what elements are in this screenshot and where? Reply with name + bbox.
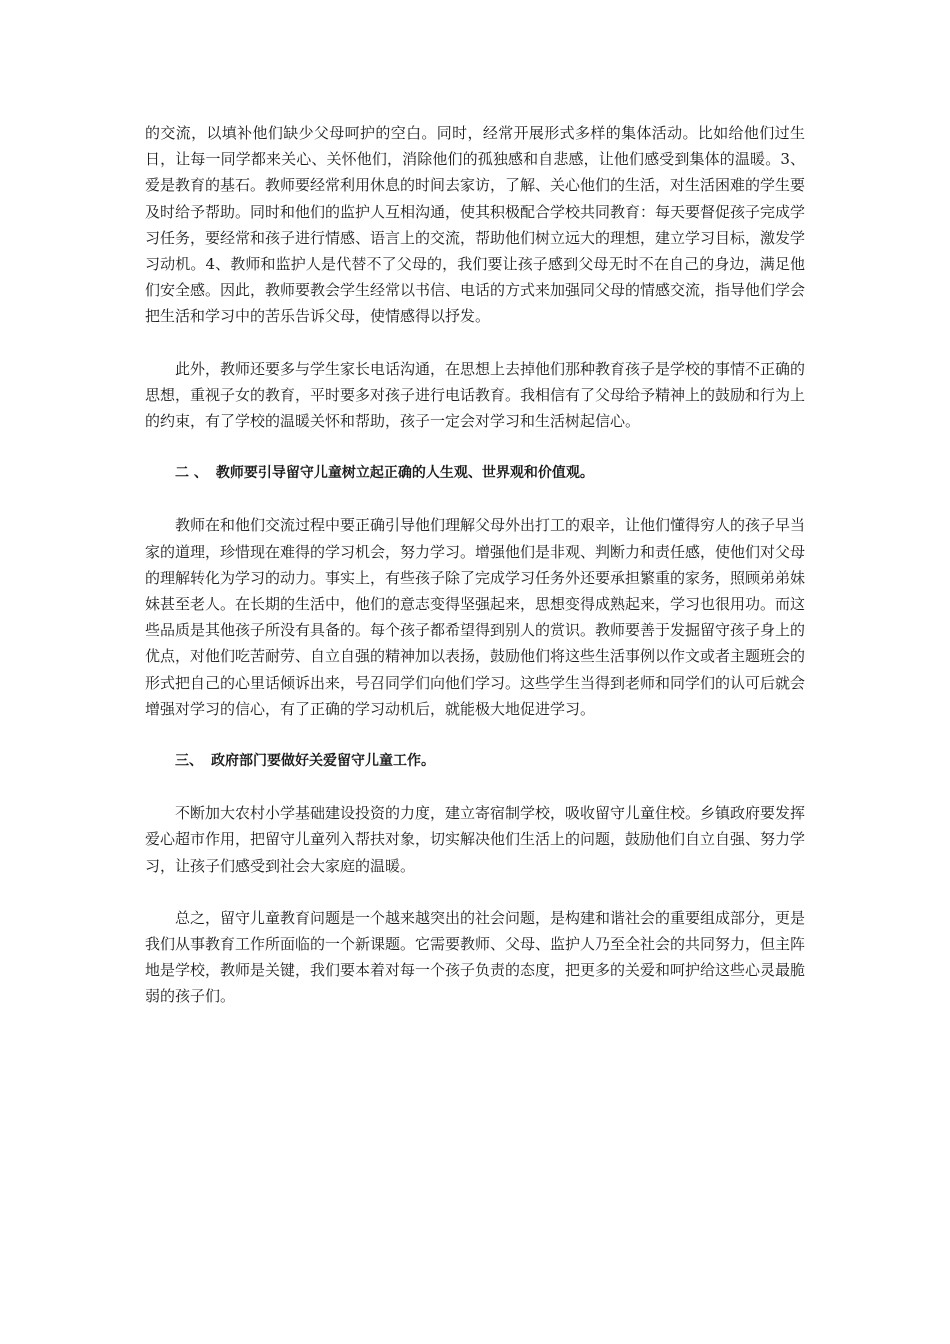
document-page	[145, 120, 805, 1036]
paragraph-parent-communication: 此外，教师还要多与学生家长电话沟通，在思想上去掉他们那种教育孩子是学校的事情不正确的思想，重视子女的教育，平时要多对孩子进行电话教育。我相信有了父母给予精神上的鼓励和行为上的约束，有了学校的温暖关怀和帮助，孩子一定会对学习和生活树起信心。	[145, 359, 806, 431]
section-number: 三、	[175, 753, 203, 770]
paragraph-government: 不断加大农村小学基础建设投资的力度，建立寄宿制学校，吸收留守儿童住校。乡镇政府要发挥爱心超市作用，把留守儿童列入帮扶对象，切实解决他们生活上的问题，鼓励他们自立自强、努力学习，让孩子们感受到社会大家庭的温暖。	[145, 804, 806, 875]
section-heading-two	[145, 460, 805, 486]
paragraph-conclusion: 总之，留守儿童教育问题是一个越来越突出的社会问题，是构建和谐社会的重要组成部分，更是我们从事教育工作所面临的一个新课题。它需要教师、父母、监护人乃至全社会的共同努力，但主阵地是学校，教师是关键，我们要本着对每一个孩子负责的态度，把更多的关爱和呵护给这些心灵最脆弱的孩子们。	[145, 908, 806, 1006]
section-heading-three	[145, 748, 805, 774]
paragraph-guidance: 教师在和他们交流过程中要正确引导他们理解父母外出打工的艰辛，让他们懂得穷人的孩子早当家的道理，珍惜现在难得的学习机会，努力学习。增强他们是非观、判断力和责任感，使他们对父母的理解转化为学习的动力。事实上，有些孩子除了完成学习任务外还要承担繁重的家务，照顾弟弟妹妹甚至老人。在长期的生活中，他们的意志变得坚强起来，思想变得成熟起来，学习也很用功。而这些品质是其他孩子所没有具备的。每个孩子都希望得到别人的赏识。教师要善于发掘留守孩子身上的优点，对他们吃苦耐劳、自立自强的精神加以表扬，鼓励他们将这些生活事例以作文或者主题班会的形式把自己的心里话倾诉出来，号召同学们向他们学习。这些学生当得到老师和同学们的认可后就会增强对学习的信心，有了正确的学习动机后，就能极大地促进学习。	[145, 516, 806, 718]
section-number: 二 、	[175, 465, 208, 482]
section-title: 政府部门要做好关爱留守儿童工作。	[211, 753, 435, 770]
paragraph-continuation: 的交流，以填补他们缺少父母呵护的空白。同时，经常开展形式多样的集体活动。比如给他们过生日，让每一同学都来关心、关怀他们，消除他们的孤独感和自悲感，让他们感受到集体的温暖。3、爱是教育的基石。教师要经常利用休息的时间去家访，了解、关心他们的生活，对生活困难的学生要及时给予帮助。同时和他们的监护人互相沟通，使其积极配合学校共同教育：每天要督促孩子完成学习任务，要经常和孩子进行情感、语言上的交流，帮助他们树立远大的理想，建立学习目标，激发学习动机。4、教师和监护人是代替不了父母的，我们要让孩子感到父母无时不在自己的身边，满足他们安全感。因此，教师要教会学生经常以书信、电话的方式来加强同父母的情感交流，指导他们学会把生活和学习中的苦乐告诉父母，使情感得以抒发。	[145, 124, 806, 326]
section-title: 教师要引导留守儿童树立起正确的人生观、世界观和价值观。	[215, 465, 594, 482]
